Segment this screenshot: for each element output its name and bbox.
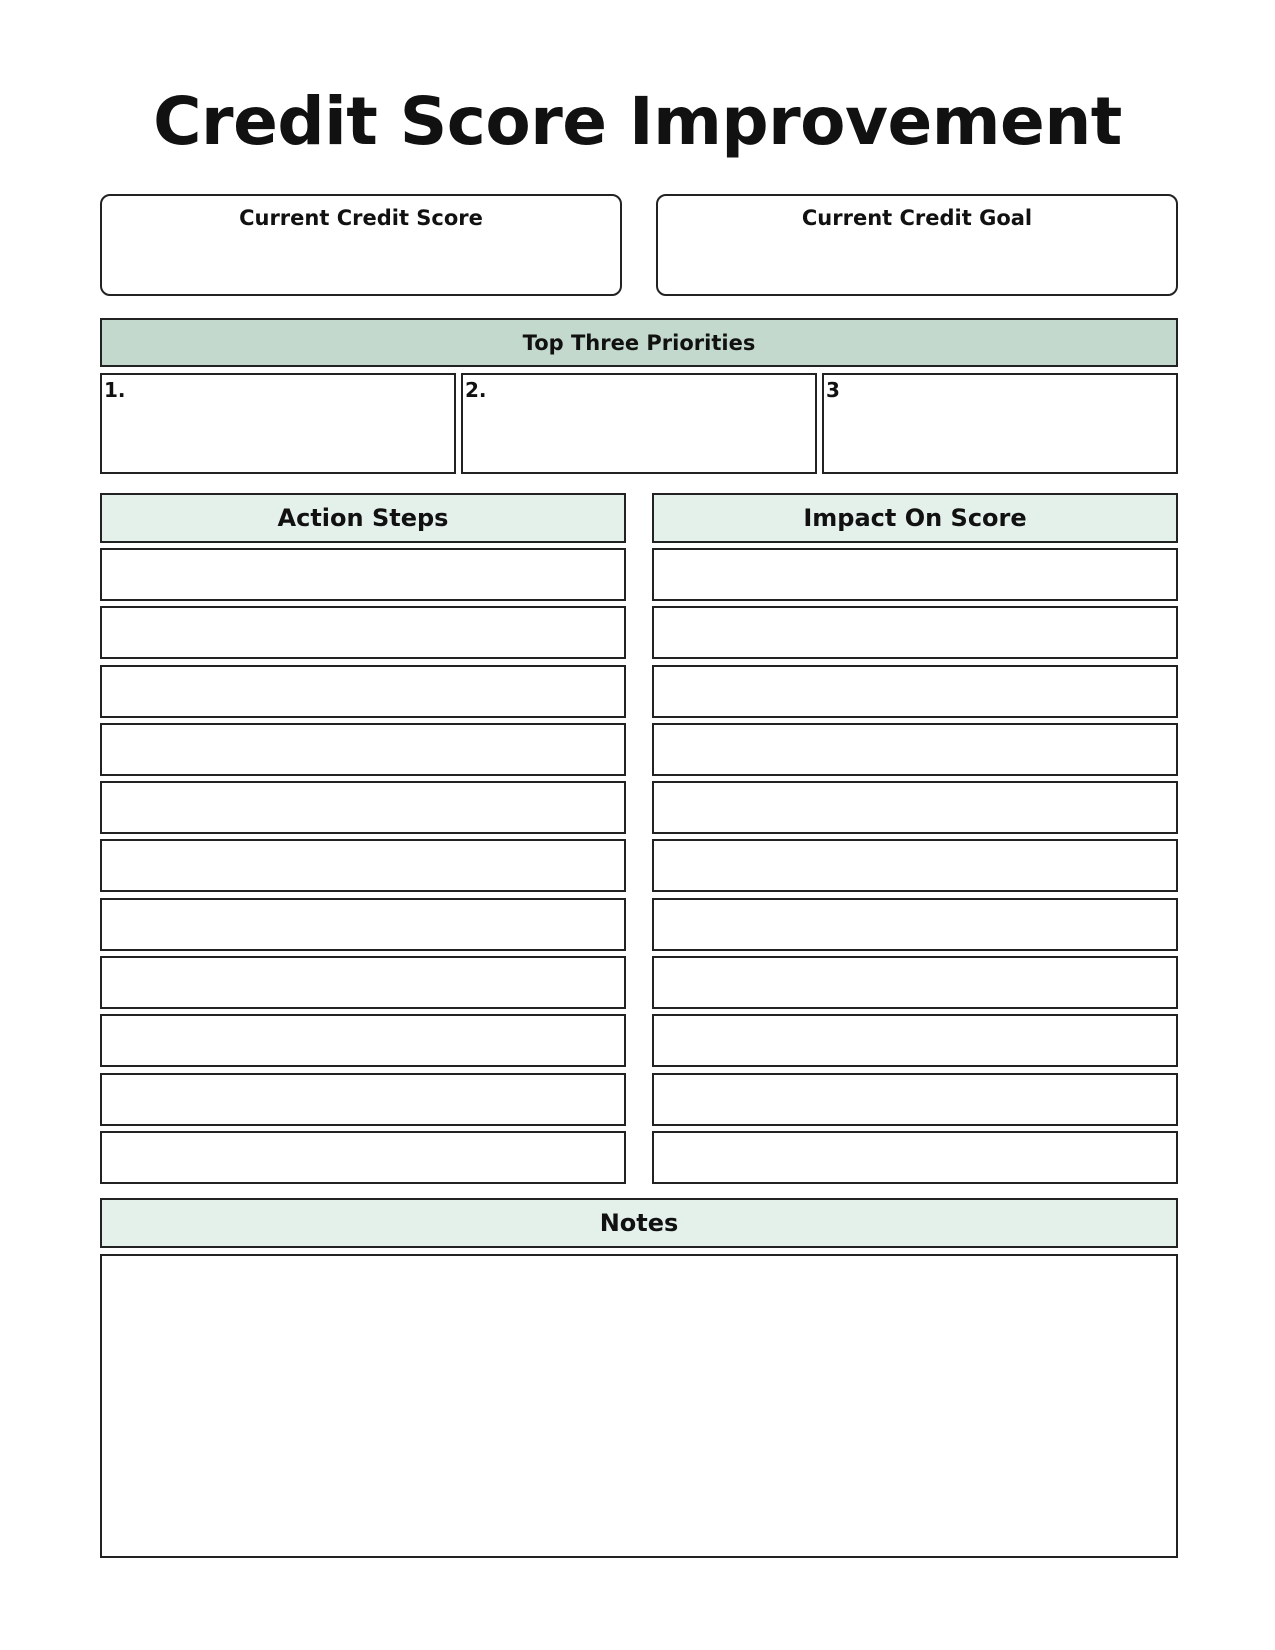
priority-box-3[interactable] bbox=[822, 373, 1178, 474]
action-step-row[interactable] bbox=[100, 781, 626, 834]
impact-row[interactable] bbox=[652, 956, 1178, 1009]
action-step-row[interactable] bbox=[100, 723, 626, 776]
action-step-row[interactable] bbox=[100, 956, 626, 1009]
priority-box-2[interactable] bbox=[461, 373, 817, 474]
current-credit-goal-box[interactable] bbox=[656, 194, 1178, 296]
notes-header: Notes bbox=[100, 1198, 1178, 1248]
impact-row[interactable] bbox=[652, 548, 1178, 601]
action-steps-header: Action Steps bbox=[100, 493, 626, 543]
impact-on-score-rows bbox=[652, 548, 1178, 1189]
impact-row[interactable] bbox=[652, 1073, 1178, 1126]
action-step-row[interactable] bbox=[100, 898, 626, 951]
page-title: Credit Score Improvement bbox=[153, 83, 1122, 160]
action-step-row[interactable] bbox=[100, 1014, 626, 1067]
action-step-row[interactable] bbox=[100, 1131, 626, 1184]
impact-row[interactable] bbox=[652, 898, 1178, 951]
impact-row[interactable] bbox=[652, 1014, 1178, 1067]
current-credit-goal-label: Current Credit Goal bbox=[801, 206, 1033, 230]
impact-row[interactable] bbox=[652, 606, 1178, 659]
impact-row[interactable] bbox=[652, 1131, 1178, 1184]
priority-box-1[interactable] bbox=[100, 373, 456, 474]
action-step-row[interactable] bbox=[100, 1073, 626, 1126]
impact-row[interactable] bbox=[652, 665, 1178, 718]
impact-on-score-header: Impact On Score bbox=[652, 493, 1178, 543]
priority-number: 2. bbox=[465, 378, 487, 402]
current-credit-score-box[interactable] bbox=[100, 194, 622, 296]
notes-box[interactable] bbox=[100, 1254, 1178, 1558]
current-credit-score-label: Current Credit Score bbox=[239, 206, 483, 230]
impact-row[interactable] bbox=[652, 781, 1178, 834]
priority-number: 3 bbox=[826, 378, 840, 402]
action-step-row[interactable] bbox=[100, 665, 626, 718]
action-step-row[interactable] bbox=[100, 548, 626, 601]
priority-number: 1. bbox=[104, 378, 126, 402]
impact-row[interactable] bbox=[652, 839, 1178, 892]
action-steps-rows bbox=[100, 548, 626, 1189]
impact-row[interactable] bbox=[652, 723, 1178, 776]
action-step-row[interactable] bbox=[100, 606, 626, 659]
priorities-header: Top Three Priorities bbox=[100, 318, 1178, 367]
action-step-row[interactable] bbox=[100, 839, 626, 892]
